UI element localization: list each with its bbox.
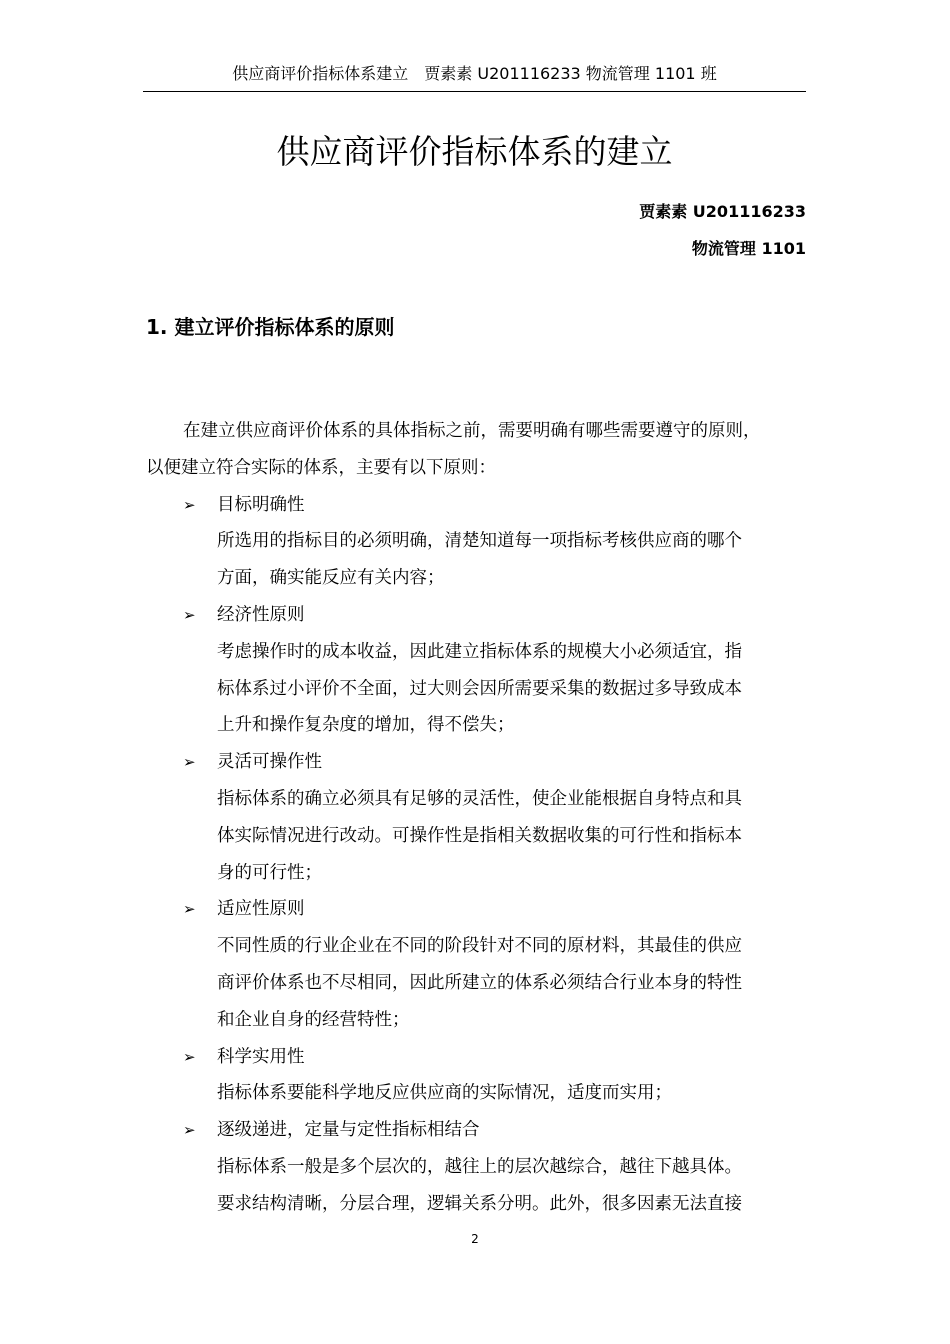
principle-title: ➢ 适应性原则 xyxy=(146,891,818,928)
intro-line: 在建立供应商评价体系的具体指标之前，需要明确有哪些需要遵守的原则， xyxy=(183,421,761,441)
intro-paragraph xyxy=(146,413,818,487)
header-rule xyxy=(143,91,806,92)
page-number: 2 xyxy=(471,1232,479,1246)
principle-item xyxy=(146,487,818,597)
principle-title: ➢ 灵活可操作性 xyxy=(146,744,818,781)
principle-item xyxy=(146,1112,818,1222)
principle-description: 考虑操作时的成本收益，因此建立指标体系的规模大小必须适宜，指 标体系过小评价不全面，过大则会因所需要采集的数据过多导致成本 上升和操作复杂度的增加，得不偿失； xyxy=(217,641,742,736)
arrow-bullet-icon: ➢ xyxy=(183,900,196,919)
principle-description: 指标体系一般是多个层次的，越往上的层次越综合，越往下越具体。 要求结构清晰，分层合理，逻辑关系分明。此外，很多因素无法直接 xyxy=(217,1156,742,1214)
principle-item xyxy=(146,891,818,1038)
arrow-bullet-icon: ➢ xyxy=(183,605,196,624)
body-text xyxy=(146,413,818,1223)
section-heading: 1. 建立评价指标体系的原则 xyxy=(146,315,395,339)
arrow-bullet-icon: ➢ xyxy=(183,495,196,514)
arrow-bullet-icon: ➢ xyxy=(183,753,196,772)
principle-item xyxy=(146,1039,818,1113)
principle-title: ➢ 科学实用性 xyxy=(146,1039,818,1076)
arrow-bullet-icon: ➢ xyxy=(183,1047,196,1066)
principle-description: 指标体系要能科学地反应供应商的实际情况，适度而实用； xyxy=(217,1083,672,1104)
principle-title: ➢ 目标明确性 xyxy=(146,487,818,524)
principle-title: ➢ 逐级递进，定量与定性指标相结合 xyxy=(146,1112,818,1149)
principle-item xyxy=(146,744,818,891)
page-header: 供应商评价指标体系建立 贾素素 U201116233 物流管理 1101 班 xyxy=(232,64,717,83)
arrow-bullet-icon: ➢ xyxy=(183,1121,196,1140)
principle-description: 指标体系的确立必须具有足够的灵活性，使企业能根据自身特点和具 体实际情况进行改动。可操作性是指相关数据收集的可行性和指标本 身的可行性； xyxy=(217,788,742,883)
author-class: 物流管理 1101 xyxy=(691,239,806,258)
principle-description: 不同性质的行业企业在不同的阶段针对不同的原材料，其最佳的供应 商评价体系也不尽相同，因此所建立的体系必须结合行业本身的特性 和企业自身的经营特性； xyxy=(217,936,742,1030)
principle-description: 所选用的指标目的必须明确，清楚知道每一项指标考核供应商的哪个 方面，确实能反应有关内容； xyxy=(217,531,742,589)
intro-line: 以便建立符合实际的体系，主要有以下原则： xyxy=(146,457,496,478)
principle-title: ➢ 经济性原则 xyxy=(146,597,818,634)
document-title: 供应商评价指标体系的建立 xyxy=(276,132,673,171)
author-name-id: 贾素素 U201116233 xyxy=(639,202,806,221)
principle-item xyxy=(146,597,818,744)
